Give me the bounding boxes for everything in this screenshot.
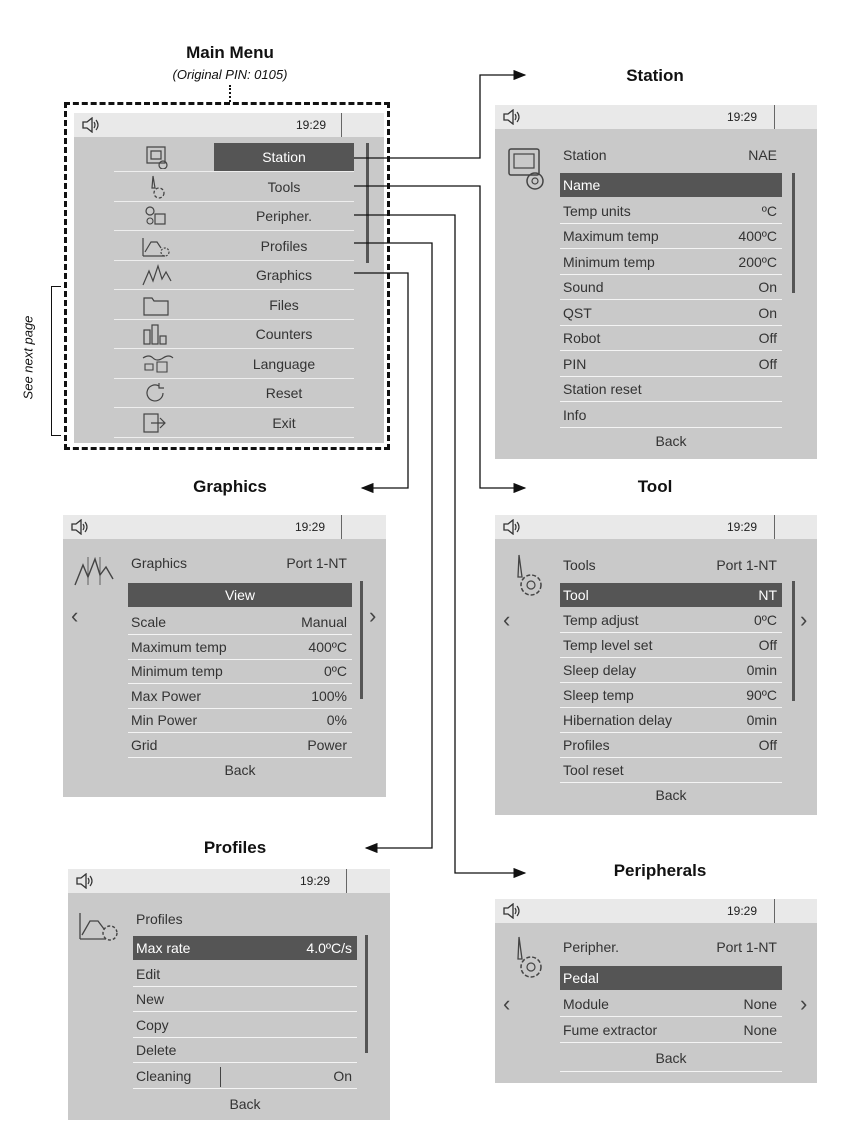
row-label: Delete xyxy=(136,1042,177,1058)
row-label: New xyxy=(136,991,165,1007)
view-row[interactable]: View xyxy=(128,583,352,607)
row-label: Module xyxy=(563,996,609,1012)
row-label: Robot xyxy=(563,330,601,346)
station-title: Station xyxy=(563,147,607,163)
row-label: Maximum temp xyxy=(131,638,227,655)
main-menu-item-label: Graphics xyxy=(255,267,313,283)
row-label: Copy xyxy=(136,1016,169,1033)
station-heading: Station xyxy=(626,66,684,85)
profiles-heading: Profiles xyxy=(203,838,267,857)
row-value: 0ºC xyxy=(323,663,347,679)
back-button[interactable]: Back xyxy=(224,762,256,778)
row-label: Station reset xyxy=(563,381,642,397)
row-value: Power xyxy=(307,736,347,753)
next-arrow[interactable]: › xyxy=(369,603,377,628)
row-value: Manual xyxy=(301,614,347,630)
profiles-title: Profiles xyxy=(136,911,183,927)
row-label: Tool xyxy=(563,587,589,603)
original-pin-note: (Original PIN: 0105) xyxy=(172,67,288,82)
row-label: Sleep delay xyxy=(563,662,637,678)
row-label: Min Power xyxy=(131,712,198,728)
row-value: 0ºC xyxy=(753,612,777,628)
next-arrow[interactable]: › xyxy=(800,991,808,1016)
back-button[interactable]: Back xyxy=(655,787,687,803)
back-button[interactable]: Back xyxy=(655,433,687,449)
row-label: Tool reset xyxy=(563,762,624,778)
graphics-title: Graphics xyxy=(131,555,188,571)
row-value: Off xyxy=(758,330,777,346)
port-label: Port 1-NT xyxy=(716,557,777,573)
row-label: Cleaning xyxy=(136,1067,192,1084)
prev-arrow[interactable]: ‹ xyxy=(503,607,511,632)
row-label: Fume extractor xyxy=(563,1022,658,1038)
row-value: 90ºC xyxy=(746,687,777,703)
row-label: Sleep temp xyxy=(563,687,634,703)
row-label: Temp units xyxy=(563,202,631,219)
main-menu-heading: Main Menu xyxy=(186,43,274,62)
row-label: PIN xyxy=(563,355,587,372)
row-value: None xyxy=(743,996,777,1012)
back-button[interactable]: Back xyxy=(655,1050,687,1066)
tool-heading: Tool xyxy=(637,477,673,496)
row-label: Info xyxy=(563,406,587,423)
row-value: ºC xyxy=(761,202,777,219)
main-menu-item-label: Peripher. xyxy=(255,208,313,224)
prev-arrow[interactable]: ‹ xyxy=(71,603,79,628)
row-value: Off xyxy=(758,737,777,753)
row-label: Name xyxy=(563,177,601,193)
main-menu-item-label: Profiles xyxy=(260,237,308,254)
port-label: Port 1-NT xyxy=(286,555,347,571)
row-label: Pedal xyxy=(563,970,599,986)
row-label: Hibernation delay xyxy=(563,712,672,728)
clock: 19:29 xyxy=(300,874,331,888)
row-value: 400ºC xyxy=(738,228,777,244)
row-value: 4.0ºC/s xyxy=(306,940,352,956)
back-button[interactable]: Back xyxy=(229,1096,261,1112)
row-label: Maximum temp xyxy=(563,228,659,244)
peripherals-title: Peripher. xyxy=(563,939,620,955)
main-menu-item-label: Reset xyxy=(265,385,303,401)
main-menu-item-label: Counters xyxy=(255,326,313,342)
main-menu-item-label: Exit xyxy=(272,414,296,431)
row-value: 200ºC xyxy=(738,253,777,270)
row-label: Sound xyxy=(563,279,604,295)
station-name-value: NAE xyxy=(748,147,777,163)
next-arrow[interactable]: › xyxy=(800,607,808,632)
row-label: Temp level set xyxy=(563,637,653,653)
row-value: Off xyxy=(758,355,777,372)
row-value: Off xyxy=(758,637,777,653)
port-label: Port 1-NT xyxy=(716,939,777,955)
main-menu-item-label: Files xyxy=(269,296,299,313)
row-label: Grid xyxy=(131,736,158,753)
row-value: 0% xyxy=(326,712,347,728)
row-value: 400ºC xyxy=(308,638,347,655)
row-value: 100% xyxy=(311,687,347,704)
peripherals-heading: Peripherals xyxy=(613,861,707,880)
clock: 19:29 xyxy=(727,110,758,124)
main-menu-item-label: Tools xyxy=(267,178,301,195)
row-label: Max Power xyxy=(131,687,202,704)
see-next-page-note: See next page xyxy=(20,315,36,400)
row-label: Minimum temp xyxy=(131,663,223,679)
clock: 19:29 xyxy=(727,520,758,534)
row-label: Profiles xyxy=(563,737,610,753)
main-menu-item-label: Language xyxy=(252,355,316,372)
row-value: On xyxy=(758,304,777,321)
row-label: Minimum temp xyxy=(563,253,655,270)
clock: 19:29 xyxy=(727,904,758,918)
row-value: On xyxy=(758,279,777,295)
row-label: QST xyxy=(563,304,592,321)
row-value: On xyxy=(333,1067,352,1084)
prev-arrow[interactable]: ‹ xyxy=(503,991,511,1016)
row-label: Max rate xyxy=(136,940,191,956)
row-value: NT xyxy=(758,587,777,603)
main-menu-item-label: Station xyxy=(214,143,354,171)
row-value: None xyxy=(743,1022,777,1038)
row-label: Edit xyxy=(136,965,161,982)
clock: 19:29 xyxy=(295,520,326,534)
row-value: 0min xyxy=(746,712,777,728)
graphics-heading: Graphics xyxy=(193,477,267,496)
clock: 19:29 xyxy=(296,118,327,132)
row-label: Temp adjust xyxy=(563,612,639,628)
row-value: 0min xyxy=(746,662,777,678)
tools-title: Tools xyxy=(563,557,596,573)
row-label: Scale xyxy=(131,614,167,630)
